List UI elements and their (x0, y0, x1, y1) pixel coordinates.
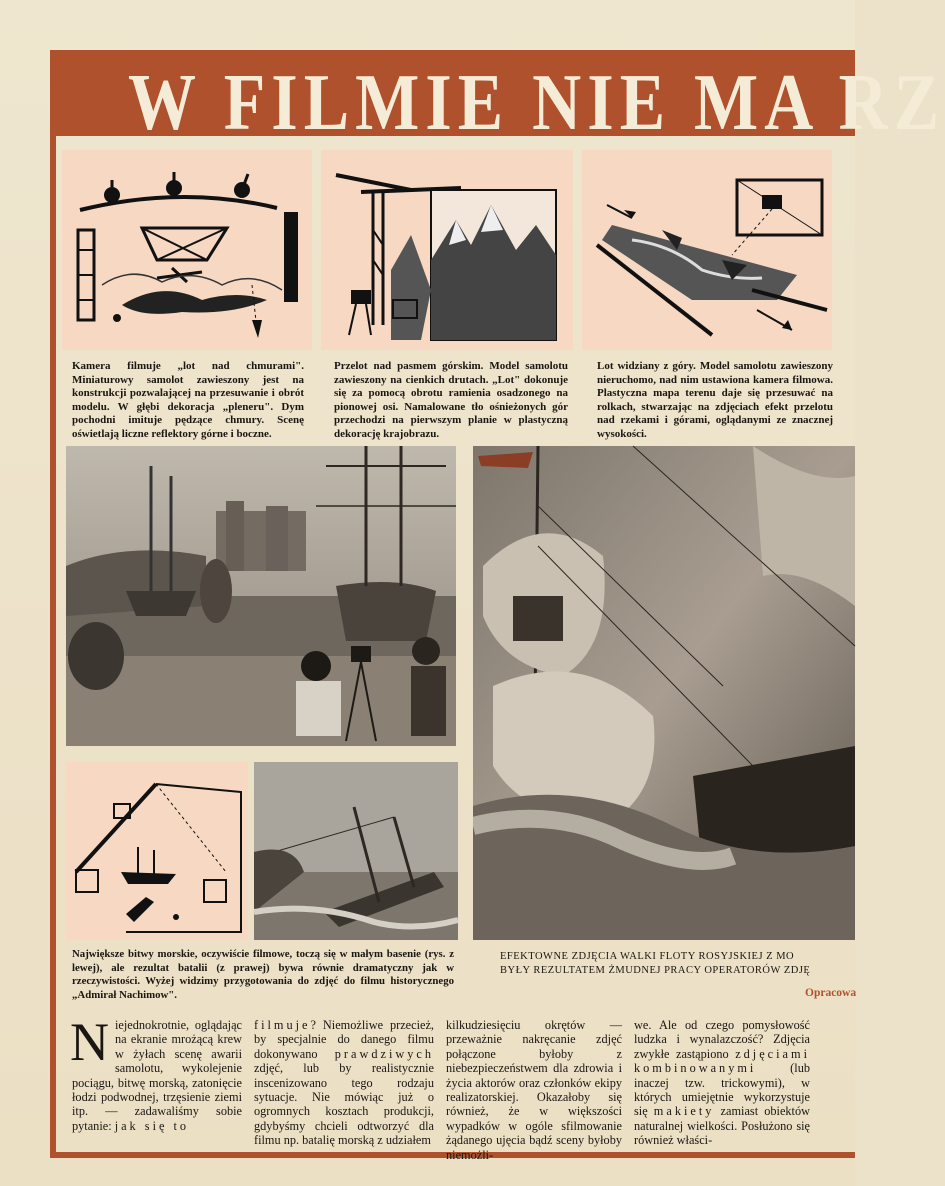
illustration-clouds-flight (62, 150, 312, 350)
illustration-flight-from-above (582, 150, 832, 350)
illustration-mountain-flight (321, 150, 573, 350)
flight-from-above-drawing (582, 150, 832, 350)
photo-harbor-film-set (66, 446, 456, 746)
column-2-spaced-a: filmuje (254, 1018, 311, 1032)
pool-diagram-drawing (66, 762, 248, 940)
title-banner (50, 50, 945, 147)
clouds-flight-drawing (62, 150, 312, 350)
column-2-text-a: ? Niemożliwe przecież, by specjalnie do danego filmu dokonywano (254, 1018, 434, 1061)
article-column-4 (634, 1018, 810, 1148)
column-4-spaced-a: zdjęciami kombinowanymi (634, 1046, 810, 1076)
article-column-2 (254, 1018, 434, 1148)
harbor-scene-image (66, 446, 456, 746)
naval-battle-image (473, 446, 855, 940)
caption-effects-line2: BYŁY REZULTATEM ŻMUDNEJ PRACY OPERATORÓW ZDJĘ (500, 965, 811, 976)
column-3-text: kilkudziesięciu okrętów — przeważnie nakręcanie zdjęć połączone byłoby z niebezpieczeństwem dla zdrowia i życia aktorów oraz członków ekipy realizatorskiej. Okazałoby się również, że w większości wypadków w ogóle sfilmowanie żądanego ujęcia bądź sceny byłoby niemożli- (446, 1018, 622, 1162)
article-title: W FILMIE NIE MA RZ (128, 57, 945, 147)
column-4-text-b: (lub inaczej tzw. trickowymi), w których umiejętnie wykorzystuje się (634, 1061, 810, 1119)
caption-clouds-flight: Kamera filmuje „lot nad chmurami". Miniaturowy samolot zawieszony jest na konstrukcji pozwalającej na przesuwanie i obrót modelu. W głębi dekoracja „pleneru". Dym pochodni imituje pędzące chmury. Scenę oświetlają liczne reflektory górne i boczne. (72, 360, 304, 440)
column-1-spaced: jak się to (114, 1118, 190, 1133)
column-4-spaced-b: makiety (653, 1104, 715, 1119)
author-credit: Opracowa (805, 987, 857, 999)
photo-naval-battle (473, 446, 855, 940)
column-1-text: iejednokrotnie, oglądając na ekranie mrożącą krew w żyłach scenę awarii samolotu, wykolejenie pociągu, bitwę morską, zatonięcie łodzi podwodnej, trzęsienie ziemi itp. — zadawaliśmy sobie pytanie: (72, 1018, 242, 1133)
photo-sinking-ship (254, 762, 458, 940)
drop-cap: N (70, 1012, 109, 1072)
article-column-3 (446, 1018, 622, 1162)
column-2-text-b: zdjęć, lub by realistycznie inscenizowano tego rodzaju sytuacje. Nie mówiąc już o ogromnych kosztach produkcji, gdybyśmy chcieli odtworzyć dla filmu np. batalię morską z udziałem (254, 1061, 434, 1148)
column-4-text-a: we. Ale od czego pomysłowość ludzka i wynalazczość? Zdjęcia zwykłe zastąpiono (634, 1018, 810, 1061)
column-4-text-c: zamiast obiektów naturalnej wielkości. Posłużono się również właści- (634, 1104, 810, 1148)
article-column-1 (70, 1012, 242, 1133)
illustration-pool-diagram (66, 762, 248, 940)
sinking-ship-image (254, 762, 458, 940)
caption-naval-battle: Największe bitwy morskie, oczywiście filmowe, toczą się w małym basenie (rys. z lewej), ale rezultat batalii (z prawej) bywa równie dramatyczny jak w rzeczywistości. Wyżej widzimy przygotowania do zdjęć do filmu historycznego „Admirał Nachimow". (72, 948, 454, 1001)
mountain-flight-drawing (321, 150, 573, 350)
caption-mountain-flight: Przelot nad pasmem górskim. Model samolotu zawieszony na cienkich drutach. „Lot" dokonuje się za pomocą obrotu ramienia osadzonego na pionowej osi. Namalowane tło ośnieżonych gór przechodzi na pierwszym planie w plastyczną dekorację krajobrazu. (334, 360, 568, 440)
column-2-spaced-b: prawdziwych (334, 1046, 434, 1061)
caption-effects-line1: EFEKTOWNE ZDJĘCIA WALKI FLOTY ROSYJSKIEJ Z MO (500, 951, 795, 962)
caption-flight-from-above: Lot widziany z góry. Model samolotu zawieszony nieruchomo, nad nim ustawiona kamera filmowa. Plastyczna mapa terenu daje się przesuwać na rolkach, stwarzając na zdjęciach efekt przelotu nad rzekami i górami, oglądanymi ze znacznej wysokości. (597, 360, 833, 440)
